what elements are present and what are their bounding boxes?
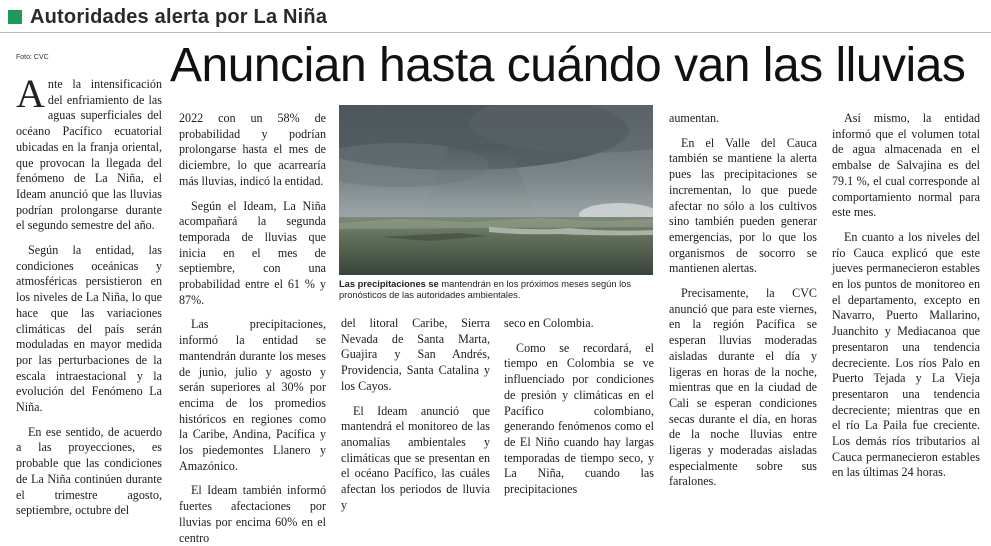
article-paragraph: Según la entidad, las condiciones oceánicas y atmosféricas persistieron en los niveles de La Niña, lo que hace que las variaciones climáticas del país serán moduladas en mayor medida por las perturbaciones de la escala intraestacional y la evolución del Fenómeno La Niña.	[16, 243, 162, 415]
article-paragraph: 2022 con un 58% de probabilidad y podrían prolongarse hasta el mes de diciembre, lo que acarrearía más lluvias, indicó la entidad.	[179, 111, 326, 188]
article-paragraph: del litoral Caribe, Sierra Nevada de Santa Marta, Guajira y San Andrés, Providencia, Santa Catalina y los Cayos.	[341, 316, 490, 393]
top-divider	[0, 32, 991, 33]
article-column-1	[16, 71, 162, 519]
article-paragraph: En cuanto a los niveles del río Cauca explicó que este jueves permanecieron estables en los puntos de monitoreo en el departamento, excepto en Navarro, Puerto Mallarino, Juanchito y Mediacanoa que presentaron una tendencia decreciente. Los ríos Palo en Puerto Tejada y La Vieja presentaron una tendencia decreciente; mientras que en el río La Paila fue creciente. Los demás ríos tributarios al Cauca permanecieron estables en las últimas 24 horas.	[832, 229, 980, 480]
article-column-6	[832, 111, 980, 481]
article-paragraph: El Ideam también informó fuertes afectaciones por lluvias por encima 60% en el centro	[179, 483, 326, 545]
article-paragraph: Ante la intensificación del enfriamiento de las aguas superficiales del océano Pacífico ecuatorial ubicadas en la franja oriental, que provocan la llegada del fenómeno de La Niña, el Ideam anunció que las lluvias podrían prolongarse durante el segundo semestre del año.	[16, 71, 162, 233]
article-paragraph: Así mismo, la entidad informó que el volumen total de agua almacenada en el embalse de Salvajina es del 79.1 %, el cual corresponde al comportamiento normal para este mes.	[832, 111, 980, 220]
article-paragraph: aumentan.	[669, 111, 720, 125]
article-column-4	[504, 316, 654, 498]
article-paragraph: En el Valle del Cauca también se mantiene la alerta pues las precipitaciones se incrementan, lo que puede afectar no sólo a los cultivos sino también pueden generar emergencias, por lo que los organismos de socorro se mantienen alertas.	[669, 135, 817, 276]
article-paragraph: Precisamente, la CVC anunció que para este viernes, en la región Pacífica se esperan lluvias moderadas aisladas durante el día y ligeras en horas de la noche, mientras que en la ciudad de Cali se esperan condiciones secas durante el día, en horas de la noche lluvias entre ligeras y moderadas aisladas especialmente sobre sus faralones.	[669, 286, 817, 489]
photo-credit: Foto: CVC	[16, 54, 49, 61]
article-paragraph: En ese sentido, de acuerdo a las proyecciones, es probable que las condiciones de La Niña continúen durante el trimestre agosto, septiembre, octubre del	[16, 424, 162, 518]
article-column-3	[341, 316, 490, 513]
caption-text: mantendrán en los próximos meses según los pronósticos de las autoridades ambientales.	[339, 279, 631, 300]
article-column-2	[179, 111, 326, 546]
photo-caption	[339, 279, 653, 301]
section-header	[8, 4, 327, 30]
section-label: Autoridades alerta por La Niña	[30, 5, 328, 28]
article-paragraph: Según el Ideam, La Niña acompañará la segunda temporada de lluvias que inicia en el mes de septiembre, con una probabilidad entre el 61 % y 87%.	[179, 198, 326, 307]
caption-lead: Las precipitaciones se	[339, 279, 439, 289]
rain-landscape-photo	[339, 105, 653, 275]
drop-cap: A	[16, 71, 45, 116]
article-column-5	[669, 111, 817, 490]
headline: Anuncian hasta cuándo van las lluvias	[170, 39, 966, 92]
article-paragraph: Como se recordará, el tiempo en Colombia se ve influenciado por condiciones de presión y climáticas en el Pacífico colombiano, generando fenómenos como el de El Niño cuando hay largas temporadas de tiempo seco, y La Niña, cuando las precipitaciones	[504, 340, 654, 497]
article-paragraph: El Ideam anunció que mantendrá el monitoreo de las anomalías ambientales y climáticas que se presentan en el océano Pacífico, las cuáles afectan los periodos de lluvia y	[341, 403, 490, 512]
section-square-icon	[8, 10, 22, 24]
article-paragraph: Las precipitaciones, informó la entidad se mantendrán durante los meses de junio, julio y agosto y serán superiores al 30% por encima de los promedios históricos en regiones como la Caribe, Andina, Pacífica y los piedemontes Llanero y Amazónico.	[179, 317, 326, 473]
article-paragraph: seco en Colombia.	[504, 316, 594, 330]
